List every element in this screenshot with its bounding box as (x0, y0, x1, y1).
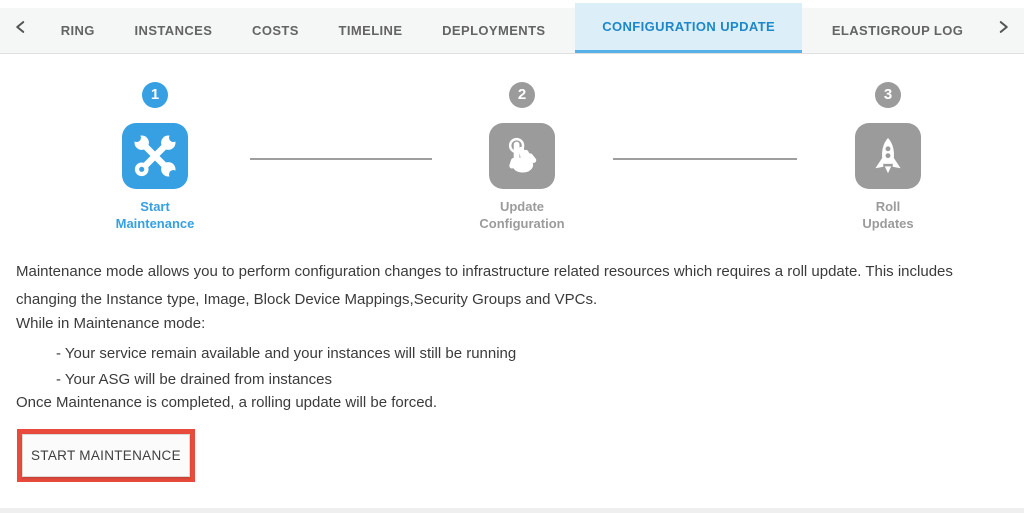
step-connector (250, 158, 432, 160)
page-bottom-edge (0, 508, 1024, 513)
step-number-badge: 2 (509, 82, 535, 108)
tab-instances[interactable]: INSTANCES (134, 23, 213, 38)
maintenance-outro-text: Once Maintenance is completed, a rolling update will be forced. (16, 394, 438, 411)
tab-bar (0, 0, 1024, 54)
tab-ring[interactable]: RING (60, 23, 95, 38)
maintenance-bullet: - Your ASG will be drained from instances (56, 371, 332, 388)
tab-elastigroup-log[interactable]: ELASTIGROUP LOG (831, 23, 964, 38)
annotation-highlight-box (17, 429, 195, 482)
chevron-right-icon[interactable] (993, 0, 1014, 53)
chevron-left-icon[interactable] (10, 0, 31, 53)
maintenance-description (0, 258, 1000, 482)
step-update-configuration (447, 82, 597, 232)
tab-configuration-update[interactable]: CONFIGURATION UPDATE (575, 3, 802, 53)
tab-timeline[interactable]: TIMELINE (338, 23, 403, 38)
wrench-tools-icon (122, 123, 188, 189)
step-roll-updates (813, 82, 963, 232)
step-connector (613, 158, 797, 160)
rocket-icon (855, 123, 921, 189)
maintenance-bullet: - Your service remain available and your instances will still be running (56, 345, 517, 362)
tab-deployments[interactable]: DEPLOYMENTS (442, 23, 546, 38)
step-number-badge: 1 (142, 82, 168, 108)
step-number-badge: 3 (875, 82, 901, 108)
step-start-maintenance (80, 82, 230, 232)
maintenance-stepper (0, 54, 1024, 258)
start-maintenance-button[interactable]: START MAINTENANCE (22, 434, 190, 477)
step-label: Update Configuration (479, 199, 565, 231)
step-label: Roll Updates (862, 199, 914, 231)
tap-hand-icon (489, 123, 555, 189)
while-mode-heading: While in Maintenance mode: (16, 315, 206, 332)
step-label: Start Maintenance (115, 199, 195, 231)
tab-costs[interactable]: COSTS (252, 23, 299, 38)
maintenance-intro-text: Maintenance mode allows you to perform configuration changes to infrastructure related resources which requires a roll update. This includes changing the Instance type, Image, Block Device Mappings,Security Groups and VPCs. (16, 263, 953, 308)
